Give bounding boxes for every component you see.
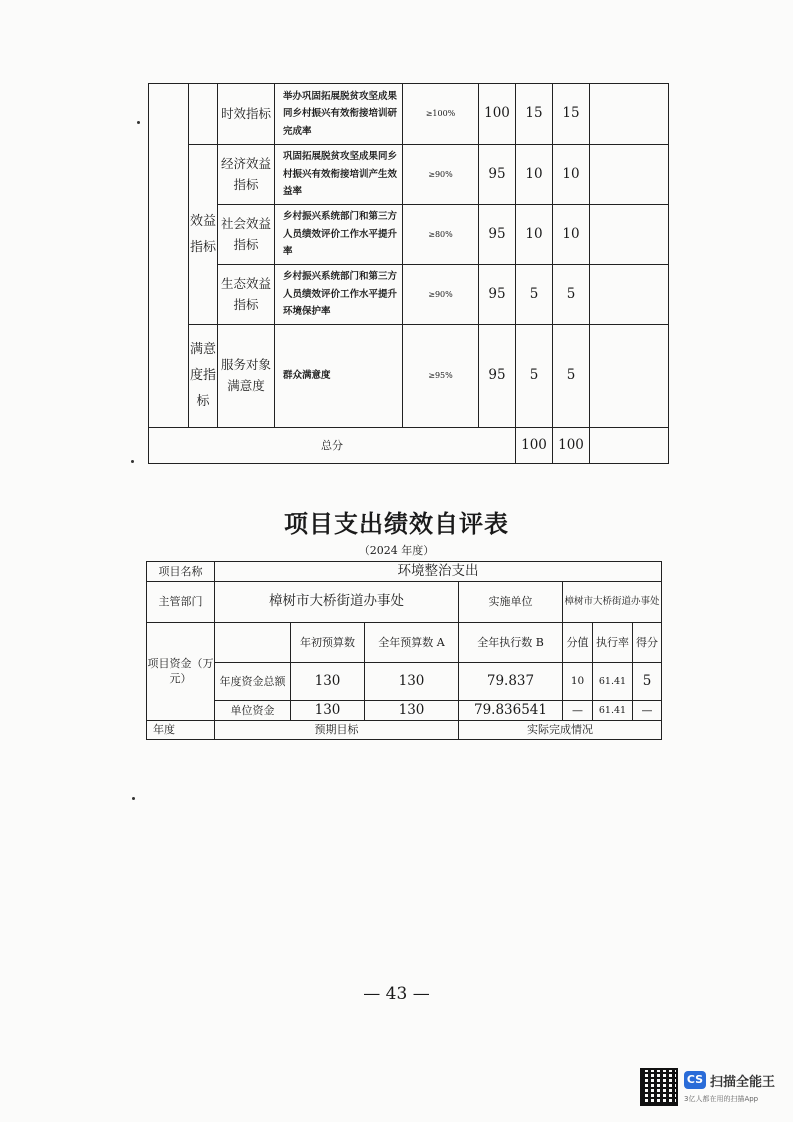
table-row [147, 720, 662, 739]
project-name: 环境整治支出 [215, 562, 662, 582]
year-subtitle: （2024 年度） [358, 544, 435, 557]
note-cell [590, 428, 669, 464]
page-title: 项目支出绩效自评表 [284, 509, 509, 538]
year-label: 年度 [147, 720, 215, 739]
sub-indicator: 生态效益指标 [218, 265, 275, 325]
weight-value: 10 [516, 145, 553, 205]
dept-label: 主管部门 [147, 581, 215, 622]
note-cell [590, 205, 669, 265]
score-value: 15 [553, 84, 590, 145]
annual-value: 130 [365, 700, 459, 720]
row-label: 单位资金 [215, 700, 291, 720]
category-benefit: 效益指标 [189, 145, 218, 325]
score-value: 5 [553, 265, 590, 325]
total-label: 总分 [149, 428, 516, 464]
target-value: ≥100% [403, 84, 479, 145]
target-value: ≥90% [403, 145, 479, 205]
exec-value: 79.836541 [459, 700, 563, 720]
col-annual-budget: 全年预算数 A [365, 622, 459, 662]
weight-value: 5 [516, 265, 553, 325]
category-satisfaction: 满意度指标 [189, 325, 218, 428]
binding-hole-mark [137, 121, 140, 124]
table-row [147, 700, 662, 720]
rate-value: 61.41 [593, 700, 633, 720]
binding-hole-mark [132, 797, 135, 800]
actual-value: 95 [479, 325, 516, 428]
table-row [149, 84, 669, 145]
actual-value: 95 [479, 205, 516, 265]
indicator-description: 乡村振兴系统部门和第三方人员绩效评价工作水平提升率 [275, 205, 403, 265]
scanner-watermark [640, 1068, 780, 1112]
exec-value: 79.837 [459, 662, 563, 700]
table-row [149, 145, 669, 205]
target-value: ≥80% [403, 205, 479, 265]
target-value: ≥90% [403, 265, 479, 325]
table-row [149, 265, 669, 325]
actual-value: 95 [479, 265, 516, 325]
table-row [147, 562, 662, 582]
initial-value: 130 [291, 700, 365, 720]
actual-value: 100 [479, 84, 516, 145]
sub-indicator: 时效指标 [218, 84, 275, 145]
indicator-description: 乡村振兴系统部门和第三方人员绩效评价工作水平提升环境保护率 [275, 265, 403, 325]
watermark-title: 扫描全能王 [710, 1075, 776, 1090]
target-value: ≥95% [403, 325, 479, 428]
project-name-label: 项目名称 [147, 562, 215, 582]
col-initial-budget: 年初预算数 [291, 622, 365, 662]
rate-value: 61.41 [593, 662, 633, 700]
sub-indicator: 经济效益指标 [218, 145, 275, 205]
indicator-table [148, 83, 669, 464]
score-value: 5 [553, 325, 590, 428]
page-number: — 43 — [363, 984, 430, 1004]
initial-value: 130 [291, 662, 365, 700]
table-row [147, 581, 662, 622]
left-blank-cell [149, 84, 189, 428]
watermark-tagline: 3亿人都在用的扫描App [684, 1095, 759, 1103]
weight-value: 10 [516, 205, 553, 265]
annual-value: 130 [365, 662, 459, 700]
indicator-description: 群众满意度 [275, 325, 403, 428]
blank-cell [215, 622, 291, 662]
col-score: 得分 [633, 622, 662, 662]
actual-status-label: 实际完成情况 [459, 720, 662, 739]
binding-hole-mark [131, 460, 134, 463]
sub-indicator: 社会效益指标 [218, 205, 275, 265]
self-eval-table [146, 561, 662, 740]
indicator-description: 巩固拓展脱贫攻坚成果同乡村振兴有效衔接培训产生效益率 [275, 145, 403, 205]
total-score: 100 [553, 428, 590, 464]
cs-logo-icon: CS [684, 1071, 706, 1089]
weight-value: 5 [516, 325, 553, 428]
impl-name: 樟树市大桥街道办事处 [563, 581, 662, 622]
weight-value: — [563, 700, 593, 720]
score-value: 10 [553, 205, 590, 265]
score-value: 10 [553, 145, 590, 205]
note-cell [590, 325, 669, 428]
indicator-description: 举办巩固拓展脱贫攻坚成果同乡村振兴有效衔接培训研完成率 [275, 84, 403, 145]
note-cell [590, 84, 669, 145]
col-exec-rate: 执行率 [593, 622, 633, 662]
blank-category-cell [189, 84, 218, 145]
score-value: — [633, 700, 662, 720]
actual-value: 95 [479, 145, 516, 205]
score-value: 5 [633, 662, 662, 700]
qr-code-icon [640, 1068, 678, 1106]
table-row [149, 325, 669, 428]
impl-label: 实施单位 [459, 581, 563, 622]
note-cell [590, 145, 669, 205]
total-weight: 100 [516, 428, 553, 464]
dept-name: 樟树市大桥街道办事处 [215, 581, 459, 622]
col-weight: 分值 [563, 622, 593, 662]
expected-target-label: 预期目标 [215, 720, 459, 739]
weight-value: 10 [563, 662, 593, 700]
table-row [149, 205, 669, 265]
weight-value: 15 [516, 84, 553, 145]
note-cell [590, 265, 669, 325]
col-annual-exec: 全年执行数 B [459, 622, 563, 662]
row-label: 年度资金总额 [215, 662, 291, 700]
sub-indicator: 服务对象满意度 [218, 325, 275, 428]
total-row [149, 428, 669, 464]
table-row [147, 662, 662, 700]
funds-label: 项目资金（万元） [147, 622, 215, 720]
table-row [147, 622, 662, 662]
